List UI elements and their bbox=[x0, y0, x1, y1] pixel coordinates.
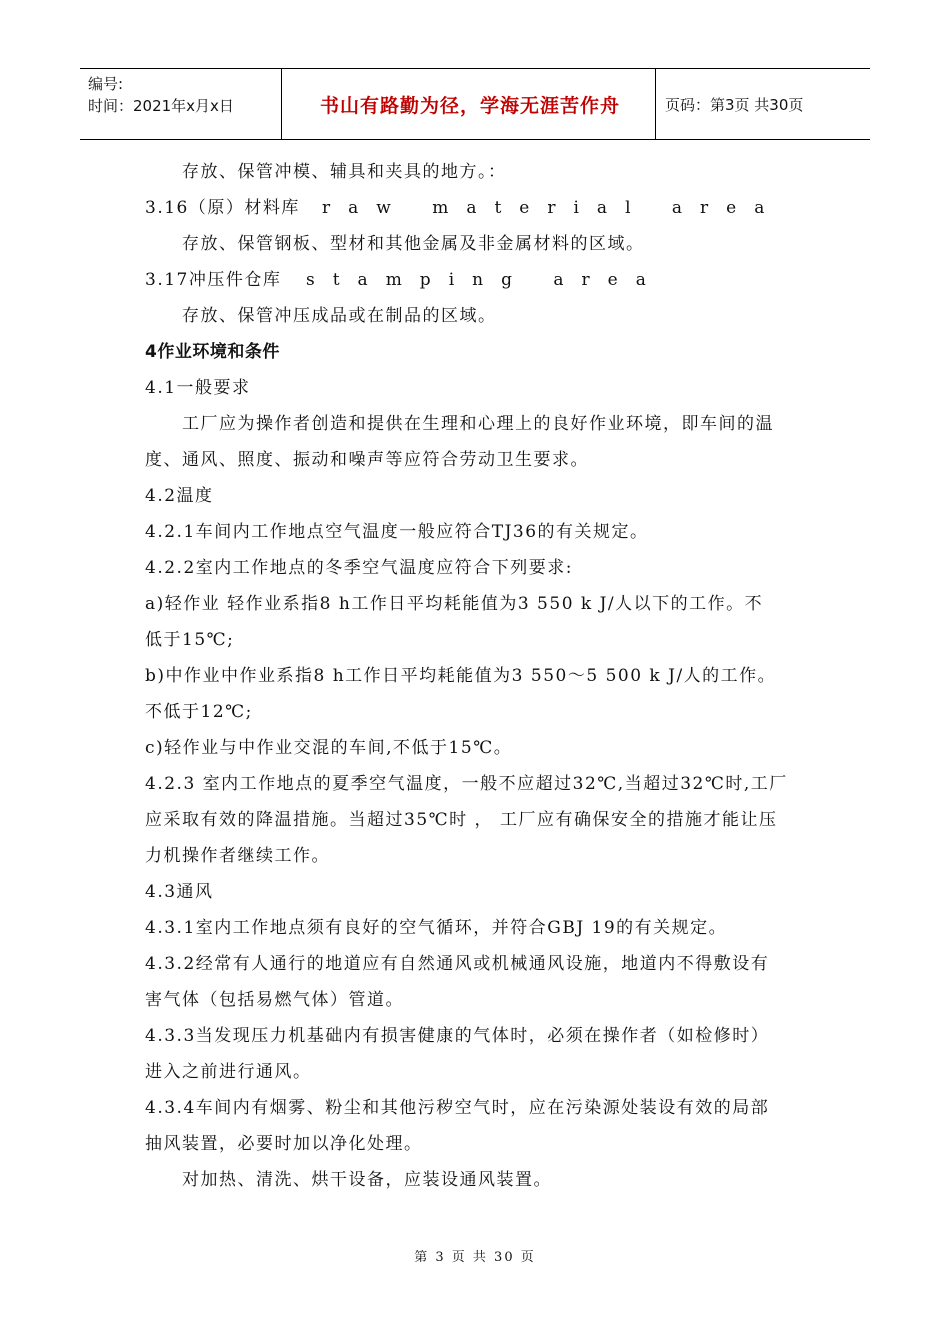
paragraph-line: 存放、保管冲模、辅具和夹具的地方。： bbox=[182, 162, 507, 182]
paragraph-line: 度、通风、照度、振动和噪声等应符合劳动卫生要求。 bbox=[145, 450, 589, 470]
paragraph-line: 低于15℃; bbox=[145, 630, 235, 650]
paragraph-line: 抽风装置，必要时加以净化处理。 bbox=[145, 1134, 423, 1154]
section-heading: 3.16（原）材料库 bbox=[145, 198, 300, 218]
paragraph-line: 4.3.1室内工作地点须有良好的空气循环，并符合GBJ 19的有关规定。 bbox=[145, 918, 728, 938]
paragraph-line: 力机操作者继续工作。 bbox=[145, 846, 330, 866]
section-heading: 4.1一般要求 bbox=[145, 378, 251, 398]
paragraph-line: 4.3.4车间内有烟雾、粉尘和其他污秽空气时，应在污染源处装设有效的局部 bbox=[145, 1098, 770, 1118]
page-footer: 第 3 页 共 30 页 bbox=[414, 1250, 536, 1265]
paragraph-line: 4.3.3当发现压力机基础内有损害健康的气体时，必须在操作者（如检修时） bbox=[145, 1026, 770, 1046]
section-heading: 4.3通风 bbox=[145, 882, 214, 902]
paragraph-line: 工厂应为操作者创造和提供在生理和心理上的良好作业环境，即车间的温 bbox=[182, 414, 774, 434]
header-divider bbox=[655, 69, 656, 139]
paragraph-line: 对加热、清洗、烘干设备，应装设通风装置。 bbox=[182, 1170, 552, 1190]
chapter-heading: 4作业环境和条件 bbox=[145, 342, 280, 362]
header-meta bbox=[88, 73, 234, 117]
paragraph-line: a)轻作业 轻作业系指8 h工作日平均耗能值为3 550 k J/人以下的工作。不 bbox=[145, 594, 764, 614]
paragraph-line: 不低于12℃; bbox=[145, 702, 253, 722]
paragraph-line: 4.3.2经常有人通行的地道应有自然通风或机械通风设施，地道内不得敷设有 bbox=[145, 954, 770, 974]
paragraph-line: 应采取有效的降温措施。当超过35℃时 ， 工厂应有确保安全的措施才能让压 bbox=[145, 810, 778, 830]
header-motto: 书山有路勤为径，学海无涯苦作舟 bbox=[319, 94, 620, 117]
paragraph-line: 4.2.1车间内工作地点空气温度一般应符合TJ36的有关规定。 bbox=[145, 522, 649, 542]
english-term: stamping area bbox=[306, 270, 664, 290]
paragraph-line: 4.2.2室内工作地点的冬季空气温度应符合下列要求: bbox=[145, 558, 573, 578]
english-term: raw material area bbox=[322, 198, 783, 218]
paragraph-line: b)中作业中作业系指8 h工作日平均耗能值为3 550～5 500 k J/人的工作。 bbox=[145, 666, 777, 686]
time-label: 时间：2021年x月x日 bbox=[88, 97, 234, 115]
section-heading: 4.2温度 bbox=[145, 486, 214, 506]
page-header bbox=[80, 68, 870, 140]
paragraph-line: 4.2.3 室内工作地点的夏季空气温度，一般不应超过32℃,当超过32℃时,工厂 bbox=[145, 774, 788, 794]
section-heading: 3.17冲压件仓库 bbox=[145, 270, 282, 290]
paragraph-line: 进入之前进行通风。 bbox=[145, 1062, 312, 1082]
paragraph-line: 存放、保管钢板、型材和其他金属及非金属材料的区域。 bbox=[182, 234, 645, 254]
header-divider bbox=[281, 69, 282, 139]
serial-label: 编号: bbox=[88, 75, 124, 93]
header-page-label: 页码：第3页 共30页 bbox=[665, 95, 804, 114]
paragraph-line: 存放、保管冲压成品或在制品的区域。 bbox=[182, 306, 497, 326]
paragraph-line: c)轻作业与中作业交混的车间,不低于15℃。 bbox=[145, 738, 513, 758]
paragraph-line: 害气体（包括易燃气体）管道。 bbox=[145, 990, 404, 1010]
